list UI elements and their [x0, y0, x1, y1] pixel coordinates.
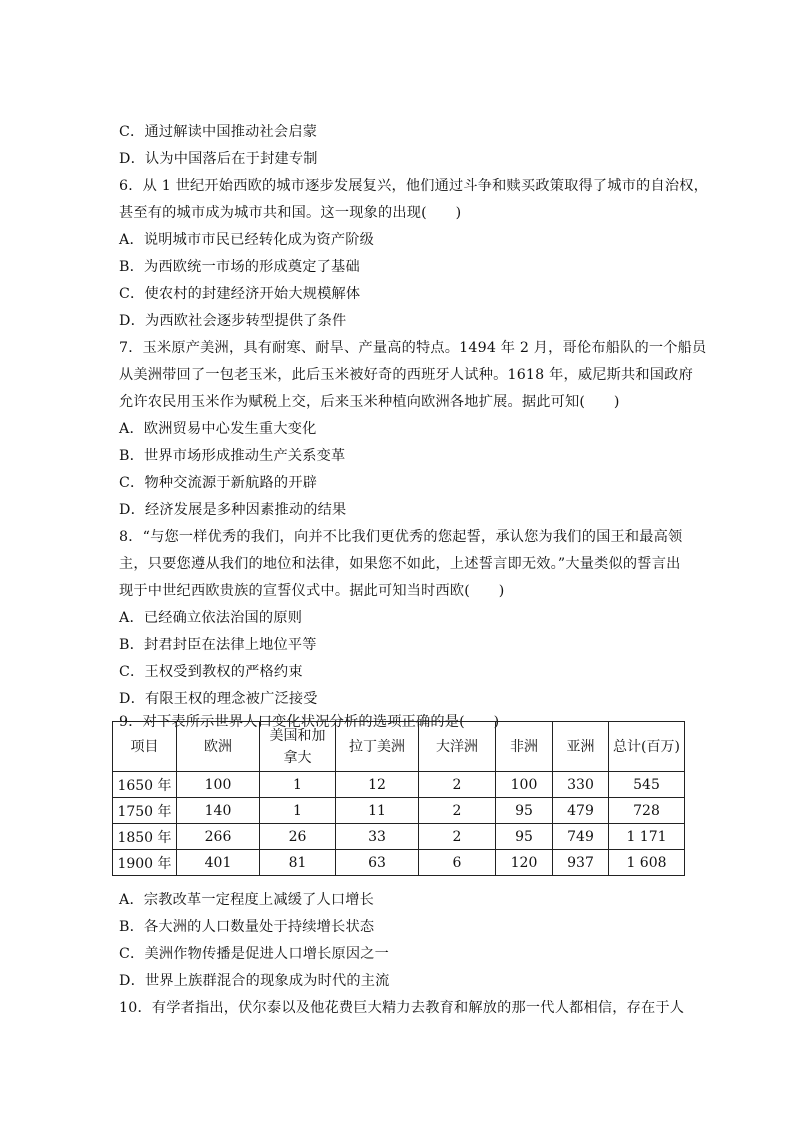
- population-table: [112, 721, 685, 876]
- question-10-line-1: 10．有学者指出，伏尔泰以及他花费巨大精力去教育和解放的那一代人都相信，存在于人: [119, 1000, 685, 1016]
- table-cell: 11: [336, 798, 419, 824]
- header-oceania: 大洋洲: [419, 722, 496, 772]
- table-row: [113, 824, 685, 850]
- option-8a: A．已经确立依法治国的原则: [119, 610, 303, 626]
- question-7-line-3: 允许农民用玉米作为赋税上交，后来玉米种植向欧洲各地扩展。据此可知( ): [119, 394, 620, 410]
- table-cell: 1: [260, 772, 336, 798]
- table-cell: 2: [419, 798, 496, 824]
- option-8c: C．王权受到教权的严格约束: [119, 664, 303, 680]
- table-cell: 6: [419, 850, 496, 876]
- table-row: [113, 798, 685, 824]
- table-cell: 100: [496, 772, 553, 798]
- table-cell: 33: [336, 824, 419, 850]
- question-7-line-2: 从美洲带回了一包老玉米，此后玉米被好奇的西班牙人试种。1618 年，威尼斯共和国政府: [119, 367, 693, 383]
- question-9: 9．对下表所示世界人口变化状况分析的选项正确的是( ): [119, 714, 500, 730]
- table-cell: 401: [177, 850, 260, 876]
- table-cell: 1650 年: [113, 772, 177, 798]
- question-7-line-1: 7．玉米原产美洲，具有耐寒、耐旱、产量高的特点。1494 年 2 月，哥伦布船队的一个船员: [119, 340, 707, 356]
- header-europe: 欧洲: [177, 722, 260, 772]
- header-item: 项目: [113, 722, 177, 772]
- option-6b: B．为西欧统一市场的形成奠定了基础: [119, 259, 360, 275]
- option-6c-prev: C．通过解读中国推动社会启蒙: [119, 124, 318, 140]
- table-cell: 81: [260, 850, 336, 876]
- option-6d: D．为西欧社会逐步转型提供了条件: [119, 313, 347, 329]
- option-5d: D．认为中国落后在于封建专制: [119, 151, 318, 167]
- option-9a: A．宗教改革一定程度上减缓了人口增长: [119, 892, 375, 908]
- table-cell: 937: [553, 850, 609, 876]
- table-cell: 1850 年: [113, 824, 177, 850]
- table-cell: 100: [177, 772, 260, 798]
- table-cell: 330: [553, 772, 609, 798]
- option-9c: C．美洲作物传播是促进人口增长原因之一: [119, 946, 390, 962]
- table-cell: 140: [177, 798, 260, 824]
- table-cell: 12: [336, 772, 419, 798]
- option-9b: B．各大洲的人口数量处于持续增长状态: [119, 919, 375, 935]
- option-9d: D．世界上族群混合的现象成为时代的主流: [119, 973, 390, 989]
- table-cell: 2: [419, 772, 496, 798]
- option-7d: D．经济发展是多种因素推动的结果: [119, 502, 347, 518]
- table-cell: 1 608: [609, 850, 685, 876]
- table-cell: 266: [177, 824, 260, 850]
- option-7c: C．物种交流源于新航路的开辟: [119, 475, 318, 491]
- option-6c: C．使农村的封建经济开始大规模解体: [119, 286, 361, 302]
- table-cell: 1900 年: [113, 850, 177, 876]
- table-cell: 63: [336, 850, 419, 876]
- question-8-line-1: 8．“与您一样优秀的我们，向并不比我们更优秀的您起誓，承认您为我们的国王和最高领: [119, 529, 683, 545]
- option-8b: B．封君封臣在法律上地位平等: [119, 637, 317, 653]
- table-cell: 1: [260, 798, 336, 824]
- table-row: [113, 772, 685, 798]
- table-cell: 1750 年: [113, 798, 177, 824]
- question-8-line-2: 主，只要您遵从我们的地位和法律，如果您不如此，上述誓言即无效。”大量类似的誓言出: [119, 556, 681, 572]
- table-cell: 728: [609, 798, 685, 824]
- option-7b: B．世界市场形成推动生产关系变革: [119, 448, 346, 464]
- table-cell: 1 171: [609, 824, 685, 850]
- table-cell: 120: [496, 850, 553, 876]
- header-total: 总计(百万): [609, 722, 685, 772]
- table-cell: 26: [260, 824, 336, 850]
- table-row: [113, 850, 685, 876]
- option-7a: A．欧洲贸易中心发生重大变化: [119, 421, 317, 437]
- question-6-line-1: 6．从 1 世纪开始西欧的城市逐步发展复兴，他们通过斗争和赎买政策取得了城市的自治权，: [119, 178, 708, 194]
- question-6-line-2: 甚至有的城市成为城市共和国。这一现象的出现( ): [119, 205, 462, 221]
- table-cell: 2: [419, 824, 496, 850]
- header-africa: 非洲: [496, 722, 553, 772]
- question-8-line-3: 现于中世纪西欧贵族的宣誓仪式中。据此可知当时西欧( ): [119, 583, 505, 599]
- table-cell: 95: [496, 824, 553, 850]
- option-6a: A．说明城市市民已经转化成为资产阶级: [119, 232, 375, 248]
- header-latin-america: 拉丁美洲: [336, 722, 419, 772]
- table-cell: 479: [553, 798, 609, 824]
- header-asia: 亚洲: [553, 722, 609, 772]
- header-us-canada-text: 美国和加拿大: [269, 727, 326, 766]
- table-cell: 545: [609, 772, 685, 798]
- header-us-canada: [260, 722, 336, 772]
- table-header-row: [113, 722, 685, 772]
- option-8d: D．有限王权的理念被广泛接受: [119, 691, 318, 707]
- table-cell: 95: [496, 798, 553, 824]
- table-cell: 749: [553, 824, 609, 850]
